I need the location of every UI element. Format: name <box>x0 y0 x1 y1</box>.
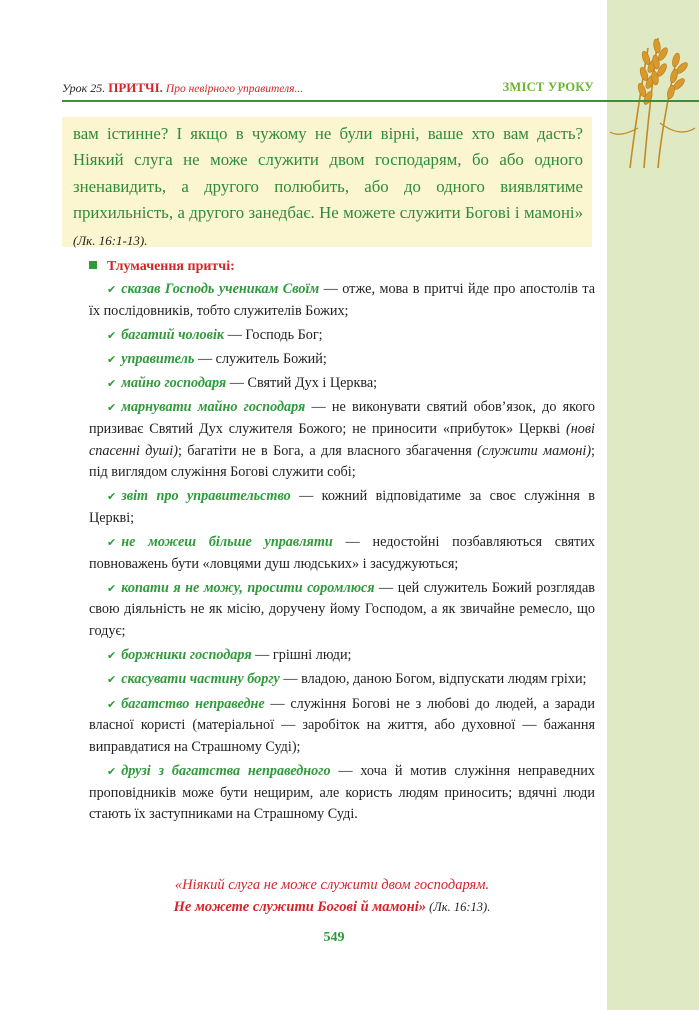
section-heading-text: Тлумачення притчі: <box>107 259 235 274</box>
check-icon: ✔ <box>107 490 117 504</box>
section-label: ЗМІСТ УРОКУ <box>502 80 594 94</box>
list-item <box>89 694 595 759</box>
item-text: — служіння Богові не з любові до людей, а заради власної користі (матеріальної — заробіток на життя, або духовної — бажання виправдатися на Страшному Суді); <box>89 695 595 755</box>
check-icon: ✔ <box>107 377 117 391</box>
list-item <box>89 486 595 529</box>
check-icon: ✔ <box>107 328 117 342</box>
item-text: — цей служитель Божий розглядав свою діяльність не як місію, доручену йому Господом, а як звичайне ремесло, що годує; <box>89 579 595 640</box>
check-icon: ✔ <box>107 697 117 711</box>
check-icon: ✔ <box>107 283 117 296</box>
item-emphasis: (служити мамоні) <box>477 442 592 459</box>
list-item <box>89 761 595 826</box>
check-icon: ✔ <box>107 765 117 778</box>
lesson-title: ПРИТЧІ. <box>108 80 163 95</box>
item-text: — Господь Бог; <box>224 326 323 343</box>
item-term: копати я не можу, просити соромлюся <box>121 579 375 596</box>
interpretation-list <box>89 279 595 828</box>
page-number: 549 <box>323 930 345 945</box>
check-icon: ✔ <box>107 673 117 687</box>
list-item <box>89 325 595 347</box>
item-text: — кожний відповідатиме за своє служіння в Церкві; <box>89 488 595 526</box>
quote-reference: (Лк. 16:1-13). <box>73 232 148 248</box>
item-text: ; під виглядом служіння Богові служити собі; <box>89 442 595 481</box>
item-term: сказав Господь ученикам Своїм <box>121 281 320 297</box>
list-item <box>89 578 595 643</box>
list-item <box>89 349 595 371</box>
item-text: — Святий Дух і Церква; <box>226 375 378 392</box>
item-term: звіт про управительство <box>121 488 291 505</box>
closing-line-1: «Ніякий слуга не може служити двом господарям. <box>174 877 490 893</box>
quote-text: вам істинне? І якщо в чужому не були вірні, ваше хто вам дасть? Ніякий слуга не може служити двом господарям, бо або одного зненавидить, а другого полюбить, або до одного виявлятиме прихильність, а другого занедбає. Не можете служити Богові і мамоні» <box>73 124 583 223</box>
lesson-subtitle: Про невірного управителя... <box>165 83 304 95</box>
item-text: — не виконувати святий обов’язок, до якого призиває Святий Дух служителя Божого; не приносити «прибуток» Церкві <box>89 399 595 437</box>
closing-line-2: Не можете служити Богові й мамоні» <box>173 899 427 915</box>
item-term: не можеш більше управляти <box>121 534 333 551</box>
item-text: — недостойні позбавляються святих повноважень бути «ловцями душ людських» і засуджуються; <box>89 534 595 572</box>
item-text: — грішні люди; <box>251 647 352 664</box>
item-term: скасувати частину боргу <box>121 671 280 688</box>
item-term: управитель <box>121 350 195 367</box>
item-term: майно господаря <box>121 375 227 392</box>
item-text: — отже, мова в притчі йде про апостолів та їх послідовників, тобто служителів Божих; <box>89 281 595 319</box>
check-icon: ✔ <box>107 536 117 550</box>
item-term: друзі з багатства неправедного <box>121 763 331 779</box>
item-text: — служитель Божий; <box>194 350 327 367</box>
check-icon: ✔ <box>107 649 117 663</box>
green-square-icon <box>89 261 97 269</box>
item-term: боржники господаря <box>121 647 252 664</box>
item-term: багатий чоловік <box>121 326 225 343</box>
item-term: багатство неправедне <box>121 695 265 712</box>
list-item <box>89 279 595 322</box>
section-heading <box>89 259 235 275</box>
header-divider <box>62 100 699 102</box>
item-text: — владою, даною Богом, відпускати людям гріхи; <box>279 671 587 688</box>
list-item <box>89 397 595 483</box>
closing-quote <box>62 874 602 918</box>
list-item <box>89 532 595 575</box>
check-icon: ✔ <box>107 581 117 595</box>
item-text: — хоча й мотив служіння неправедних проповідників може бути нещирим, але користь людям приносить; вдячні люди стають їх заступниками на Страшному Суді. <box>89 763 595 823</box>
closing-reference: (Лк. 16:13). <box>426 900 491 914</box>
scripture-quote <box>73 121 583 254</box>
list-item <box>89 669 595 691</box>
list-item <box>89 373 595 395</box>
item-emphasis: (нові спасенні душі) <box>89 420 595 459</box>
wheat-icon <box>600 28 699 168</box>
check-icon: ✔ <box>107 401 117 415</box>
list-item <box>89 645 595 667</box>
lesson-number: Урок 25. <box>62 81 106 95</box>
item-text: ; багатіти не в Бога, а для власного збагачення <box>177 442 478 459</box>
page-header <box>62 80 594 100</box>
check-icon: ✔ <box>107 352 117 366</box>
item-term: марнувати майно господаря <box>121 399 306 416</box>
